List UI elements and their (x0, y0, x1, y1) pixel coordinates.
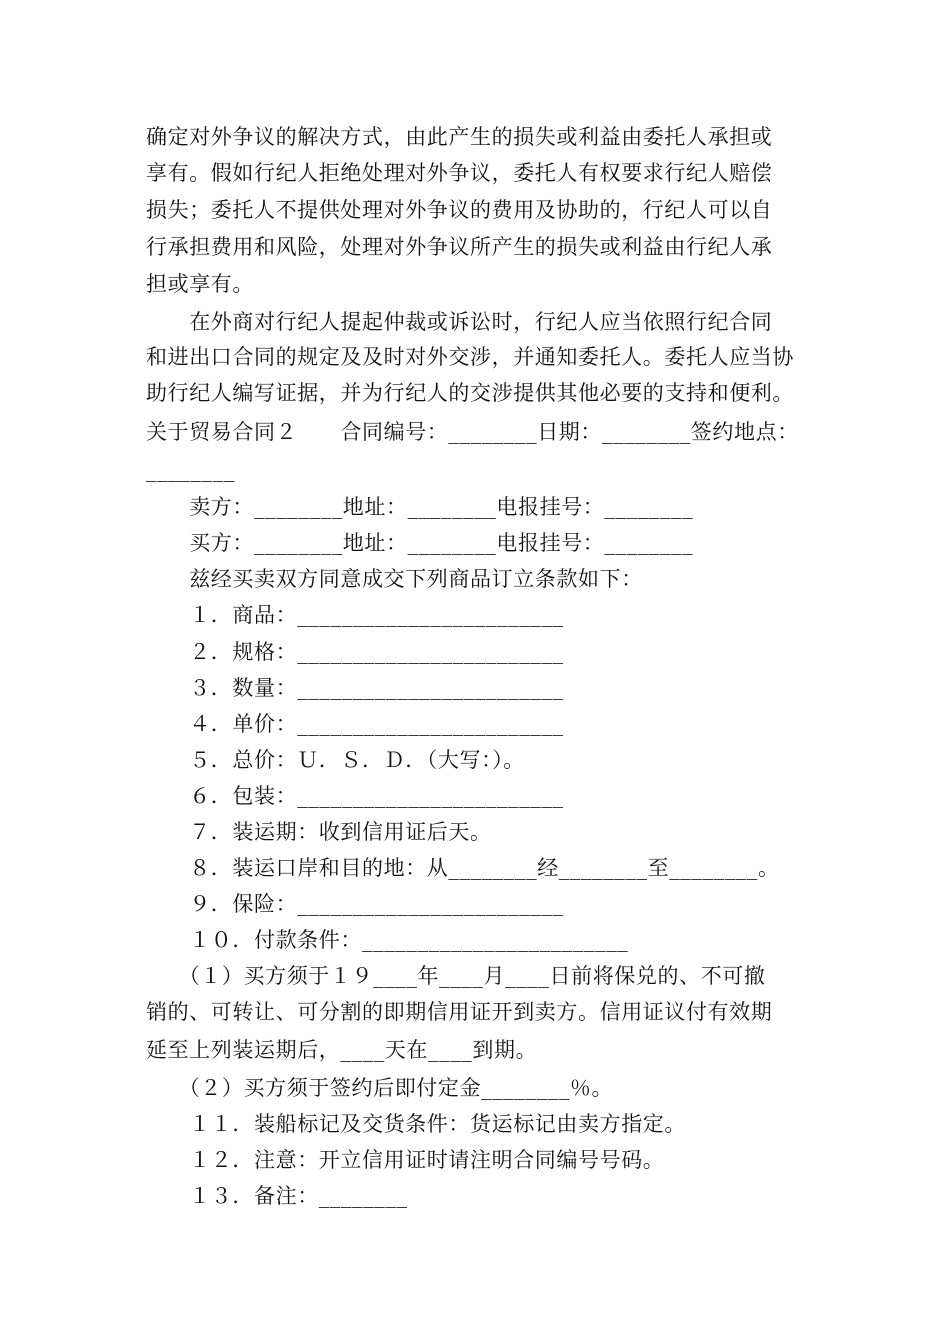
text-line: 损失；委托人不提供处理对外争议的费用及协助的，行纪人可以自 (146, 198, 773, 222)
text-line: 担或享有。 (146, 272, 254, 296)
clause-line: （２）买方须于签约后即付定金________％。 (146, 1076, 614, 1100)
clause-line: ３．数量：________________________ (146, 676, 564, 700)
text-line: 确定对外争议的解决方式，由此产生的损失或利益由委托人承担或 (146, 125, 773, 149)
section-heading: 关于贸易合同２ 合同编号：________日期：________签约地点： (146, 420, 799, 444)
text-line: 在外商对行纪人提起仲裁或诉讼时，行纪人应当依照行纪合同 (146, 310, 773, 334)
text-line: 销的、可转让、可分割的即期信用证开到卖方。信用证议付有效期 (146, 1000, 773, 1024)
text-line: 延至上列装运期后，____天在____到期。 (146, 1038, 538, 1062)
clause-line: ８．装运口岸和目的地：从________经________至________。 (146, 856, 780, 880)
buyer-line: 买方：________地址：________电报挂号：________ (146, 531, 694, 555)
clause-line: ９．保险：________________________ (146, 892, 564, 916)
text-line: 助行纪人编写证据，并为行纪人的交涉提供其他必要的支持和便利。 (146, 381, 794, 405)
text-line: 享有。假如行纪人拒绝处理对外争议，委托人有权要求行纪人赔偿 (146, 161, 773, 185)
clause-line: １０．付款条件：________________________ (146, 928, 629, 952)
clause-line: ６．包装：________________________ (146, 784, 564, 808)
clause-line: １３．备注：________ (146, 1184, 408, 1208)
text-line: 兹经买卖双方同意成交下列商品订立条款如下： (146, 567, 643, 591)
clause-line: １１．装船标记及交货条件：货运标记由卖方指定。 (146, 1112, 686, 1136)
text-line: 行承担费用和风险，处理对外争议所产生的损失或利益由行纪人承 (146, 235, 773, 259)
clause-line: １２．注意：开立信用证时请注明合同编号号码。 (146, 1148, 665, 1172)
clause-line: （１）买方须于１９____年____月____日前将保兑的、不可撤 (146, 964, 766, 988)
clause-line: ２．规格：________________________ (146, 640, 564, 664)
clause-line: １．商品：________________________ (146, 603, 564, 627)
clause-line: ７．装运期：收到信用证后天。 (146, 820, 492, 844)
text-line: ________ (146, 458, 235, 482)
seller-line: 卖方：________地址：________电报挂号：________ (146, 495, 694, 519)
clause-line: ４．单价：________________________ (146, 712, 564, 736)
text-line: 和进出口合同的规定及及时对外交涉，并通知委托人。委托人应当协 (146, 345, 794, 369)
clause-line: ５．总价：Ｕ．Ｓ．Ｄ．（大写：）。 (146, 748, 525, 772)
